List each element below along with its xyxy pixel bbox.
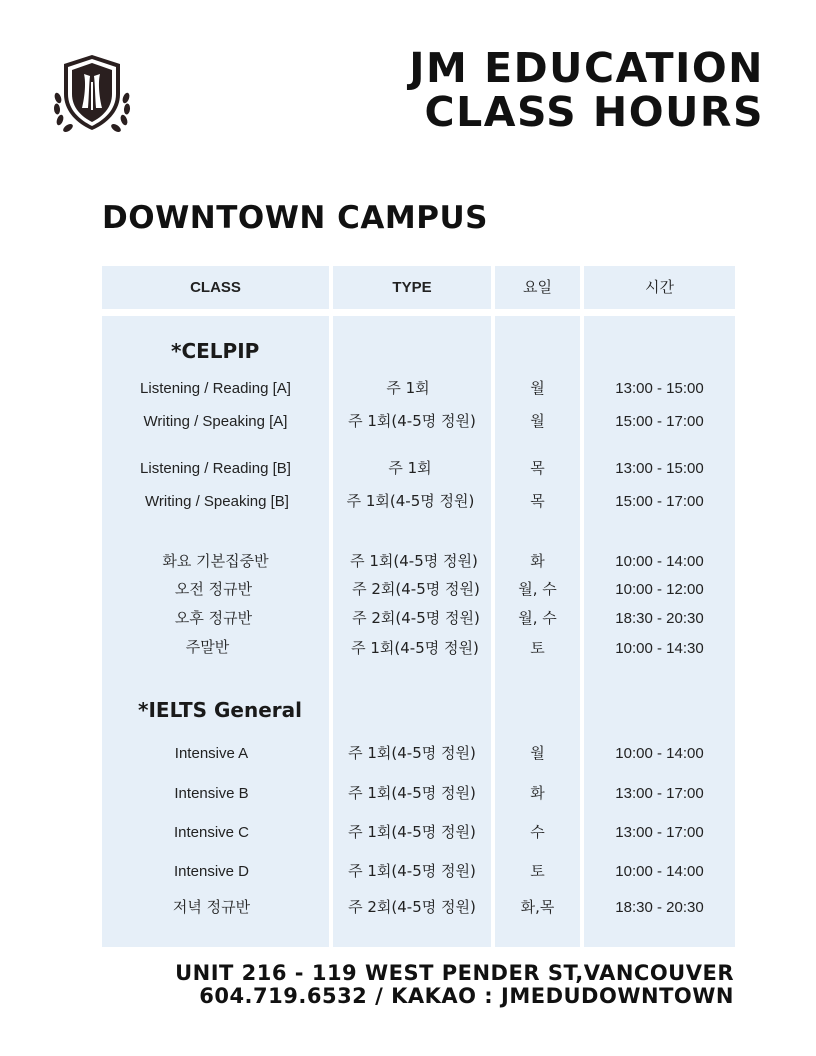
table-row-time: 13:00 - 17:00 (615, 785, 704, 802)
table-row-class: Writing / Speaking [A] (143, 413, 288, 430)
body-col-time-bg (584, 316, 735, 947)
footer-contact-block (175, 962, 734, 1008)
table-row-class: 오후 정규반 (174, 609, 253, 627)
table-row-type: 주 2회(4-5명 정원) (348, 898, 476, 916)
table-row-class: Intensive B (174, 785, 249, 802)
body-col-class-bg (102, 316, 329, 947)
table-row-class: Intensive D (173, 863, 250, 880)
table-row-time: 15:00 - 17:00 (615, 493, 704, 510)
title-line-1: JM EDUCATION (409, 44, 764, 92)
table-row-day: 수 (530, 823, 545, 841)
table-row-time: 13:00 - 15:00 (615, 460, 704, 477)
table-row-time: 18:30 - 20:30 (615, 899, 704, 916)
table-row-time: 18:30 - 20:30 (615, 610, 704, 627)
table-row-time: 15:00 - 17:00 (615, 413, 704, 430)
table-row-class: Listening / Reading [A] (140, 380, 291, 397)
table-row-type: 주 1회(4-5명 정원) (351, 639, 479, 657)
table-row-day: 목 (530, 492, 545, 510)
table-row-class: Intensive A (174, 745, 249, 762)
table-row-class: Listening / Reading [B] (140, 460, 291, 477)
table-row-time: 10:00 - 14:00 (615, 553, 704, 570)
table-row-day: 토 (530, 639, 545, 657)
table-row-type: 주 1회 (388, 459, 432, 477)
column-header-day: 요일 (523, 278, 552, 296)
table-row-type: 주 1회(4-5명 정원) (348, 412, 476, 430)
table-row-class: 저녁 정규반 (172, 898, 251, 916)
table-row-class: 오전 정규반 (174, 580, 253, 598)
table-row-time: 10:00 - 14:00 (615, 863, 704, 880)
page-title (409, 46, 764, 134)
table-row-type: 주 2회(4-5명 정원) (352, 580, 480, 598)
column-header-type: TYPE (392, 279, 432, 296)
table-row-class: Intensive C (173, 824, 250, 841)
shield-laurel-logo-icon (50, 52, 134, 136)
section-title-ielts: *IELTS General (138, 698, 303, 722)
table-row-time: 13:00 - 15:00 (615, 380, 704, 397)
table-row-type: 주 2회(4-5명 정원) (352, 609, 480, 627)
section-title-celpip: *CELPIP (171, 339, 260, 363)
table-row-day: 화 (530, 784, 545, 802)
table-row-day: 토 (530, 862, 545, 880)
campus-heading: DOWNTOWN CAMPUS (102, 200, 488, 236)
table-row-type: 주 1회(4-5명 정원) (348, 823, 476, 841)
footer-address: UNIT 216 - 119 WEST PENDER ST,VANCOUVER (175, 961, 734, 985)
table-row-day: 목 (530, 459, 545, 477)
table-row-time: 13:00 - 17:00 (615, 824, 704, 841)
table-row-day: 월, 수 (518, 580, 557, 598)
table-row-day: 월, 수 (518, 609, 557, 627)
title-line-2: CLASS HOURS (424, 88, 764, 136)
table-row-type: 주 1회(4-5명 정원) (346, 492, 475, 510)
column-header-time: 시간 (645, 278, 674, 296)
table-row-class: Writing / Speaking [B] (145, 493, 289, 510)
table-row-day: 월 (530, 379, 545, 397)
table-row-type: 주 1회(4-5명 정원) (348, 862, 476, 880)
table-row-time: 10:00 - 14:00 (615, 745, 704, 762)
column-header-class: CLASS (190, 279, 241, 296)
footer-contact: 604.719.6532 / KAKAO : JMEDUDOWNTOWN (199, 984, 734, 1008)
table-row-day: 화,목 (520, 898, 555, 916)
table-row-type: 주 1회(4-5명 정원) (350, 552, 478, 570)
table-row-type: 주 1회(4-5명 정원) (348, 744, 476, 762)
table-row-class: 화요 기본집중반 (162, 552, 269, 570)
table-row-type: 주 1회(4-5명 정원) (348, 784, 476, 802)
table-row-time: 10:00 - 14:30 (615, 640, 704, 657)
table-row-type: 주 1회 (386, 379, 430, 397)
table-row-day: 월 (530, 744, 545, 762)
table-row-day: 월 (530, 412, 545, 430)
table-row-class: 주말반 (185, 638, 230, 656)
table-row-time: 10:00 - 12:00 (615, 581, 704, 598)
table-row-day: 화 (530, 552, 545, 570)
